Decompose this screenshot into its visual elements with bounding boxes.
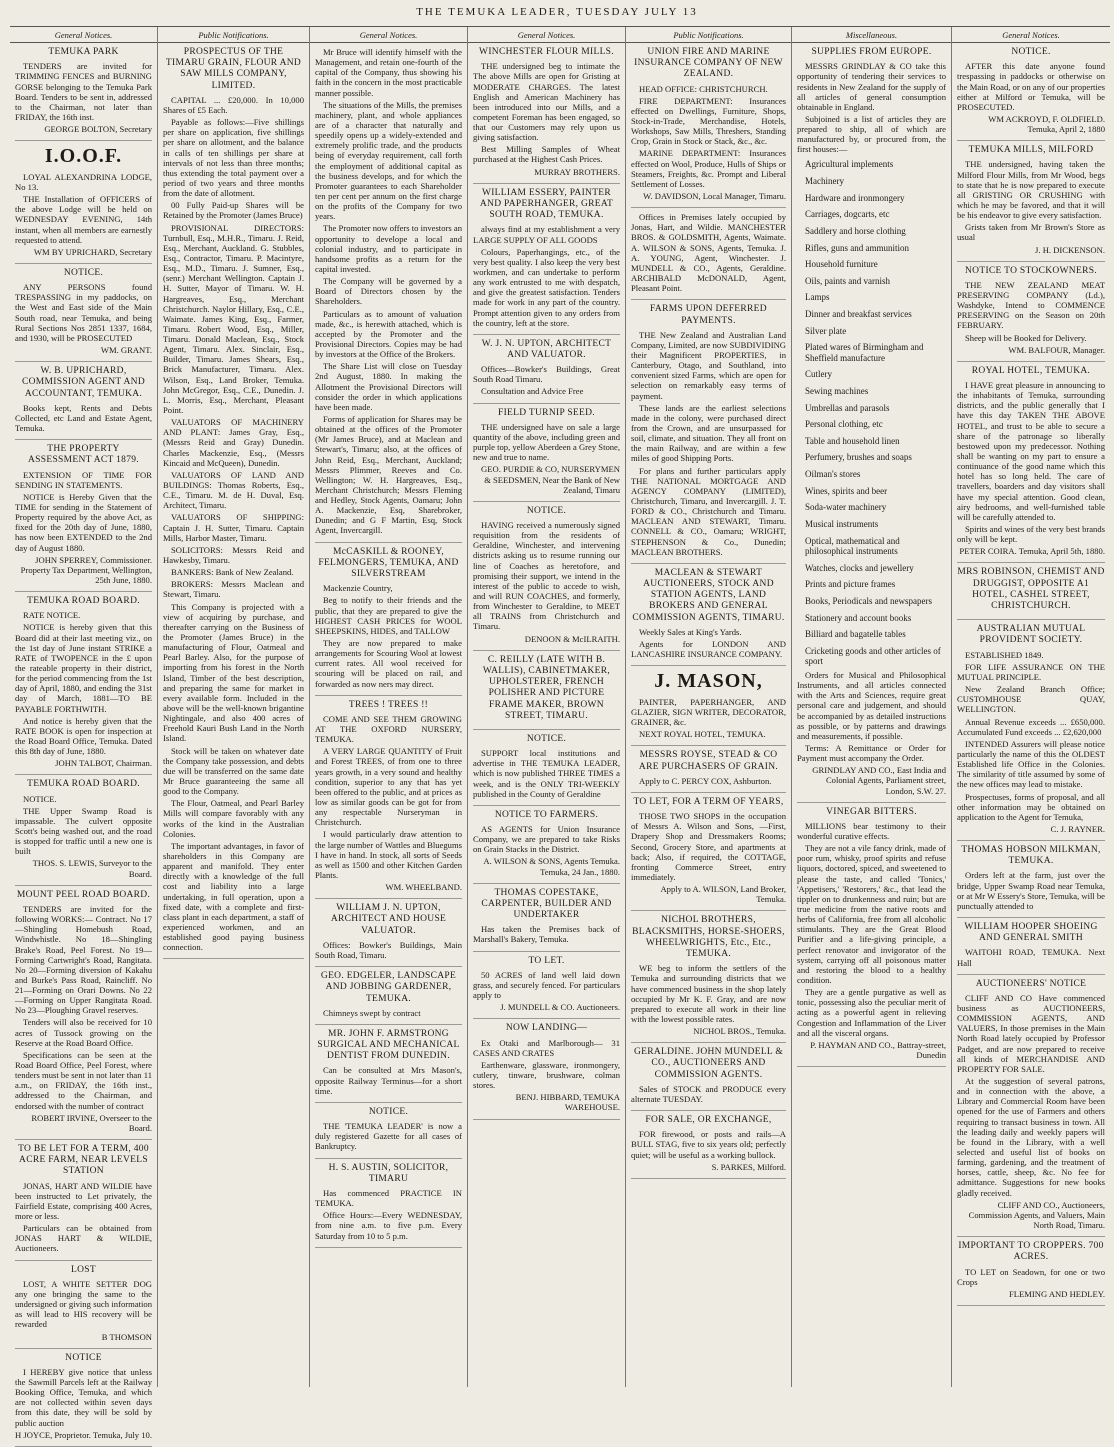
ad-signature: FLEMING AND HEDLEY. (1008, 1288, 1105, 1299)
ad-paragraph: EXTENSION OF TIME FOR SENDING IN STATEMENTS. (15, 469, 152, 490)
ad-paragraph: Mackenzie Country, (323, 583, 393, 594)
ad-paragraph: INTENDED Assurers will please notice particularly the name of this the OLDEST Established life Office in the Colonies. The similarity of title assumed by some of the new offices may lead to mistake. (957, 738, 1105, 790)
ad-title: THOMAS HOBSON MILKMAN, TEMUKA. (961, 845, 1101, 867)
ad-paragraph: PAINTER, PAPERHANGER, AND GLAZIER, SIGN WRITER, DECORATOR, GRAINER, &c. (631, 696, 786, 728)
ad-paragraph: Mr Bruce will identify himself with the Management, and retain one-fourth of the capital of the Company, thus showing his faith in the concern in the most practicable manner possible. (315, 47, 462, 98)
advertisement (15, 1265, 152, 1349)
ad-signature: GEO. PURDIE & CO, NURSERYMEN & SEEDSMEN, Near the Bank of New Zealand, Timaru (481, 464, 620, 495)
list-item: Oils, paints and varnish (805, 275, 890, 286)
ad-title: NOW LANDING— (505, 1023, 588, 1034)
ad-paragraph: I HAVE great pleasure in announcing to the inhabitants of Temuka, surrounding districts, and the public generally that I have this day TAKEN THE ABOVE HOTEL, and trust to be able to secure a share of the patronage so liberally bestowed upon my predecessor. Nothing shall be wanting on my part to ensure a continuance of the good name which this hotel has so long held. The care of travellers, boarders and day visitors shall have my special attention. Good clean, airy bedrooms, and well-furnished table will be carefully attended to. (957, 380, 1105, 522)
ad-paragraph: The situations of the Mills, the premises machinery, plant, and whole appliances are of a character that naturally and speedily opens up a widely-extended and extremely prolific trade, and the products being of everyday requirement, call forth the employment of additional capital as the business develops, and for which the Promoter guarantees to each Shareholder ten per cent per annum on the first charge on the profits of the Company for two years. (315, 99, 462, 222)
column-4 (468, 27, 626, 1387)
ad-paragraph: PROVISIONAL DIRECTORS: Turnbull, Esq., M.H.R., Timaru. J. Reid, Esq., Merchant, Auckland. G. Stubbles, Esq., Contractor, Timaru. P. Macintyre, Esq., M.D., Timaru. J. Sumner, Esq., (senr.) Merchant Wellington. Captain J. H. Sutter, Mayor of Timaru. W. H. Hargreaves, Esq., Merchant Christchurch. Naylor Hillary, Esq., C.E., Waimate. James King, Esq., Farmer, Timaru. Robert Wood, Esq., Miller, Timaru. Donald Maclean, Esq., Stock Agent, Timaru. Alex. Sinclair, Esq., Builder, Timaru. James Shears, Esq., Brick Manufacturer, Timaru. Alex. Wilson, Esq., Land Broker, Temuka. John McGregor, Esq., C.E., Dunedin. J. L. Morris, Esq., Merchant, Pleasant Point. (163, 222, 304, 416)
ad-title: VINEGAR BITTERS. (826, 806, 917, 817)
list-item: Optical, mathematical and philosophical instruments (805, 535, 900, 557)
advertisement (957, 366, 1105, 564)
advertisement (473, 339, 620, 404)
advertisement (473, 408, 620, 502)
ad-signature: BENJ. HIBBARD, TEMUKA WAREHOUSE. (515, 1092, 620, 1113)
advertisement (631, 304, 786, 564)
ad-title: NICHOL BROTHERS, BLACKSMITHS, HORSE-SHOERS, WHEELWRIGHTS, Etc., Etc., TEMUKA. (632, 915, 785, 960)
advertisement (957, 624, 1105, 841)
ad-title: MESSRS ROYSE, STEAD & CO ARE PURCHASERS OF GRAIN. (638, 750, 779, 772)
ad-title: FOR SALE, OR EXCHANGE, (645, 1115, 772, 1126)
ad-paragraph: THOSE TWO SHOPS in the occupation of Messrs A. Wilson and Sons, —First, Drapery Shop and Dressmakers Rooms; Second, Grocery Store, and apartments at back; Also, if required, the COTTAGE, fronting Commerce Street, entry immediately. (631, 811, 786, 882)
list-item: Hardware and ironmongery (805, 192, 905, 203)
list-item: Prints and picture frames (805, 579, 896, 590)
advertisement (473, 506, 620, 651)
ad-paragraph: THE Installation of OFFICERS of the above Lodge will be held on WEDNESDAY EVENING, 14th instant, when all members are earnestly requested to attend. (15, 194, 152, 245)
ad-paragraph: I HEREBY give notice that unless the Sawmill Parcels left at the Railway Booking Office, Temuka, and which are not collected within seven days from this date, they will be sold by public auction (15, 1366, 152, 1428)
ad-title: MR. JOHN F. ARMSTRONG SURGICAL AND MECHANICAL DENTIST FROM DUNEDIN. (317, 1028, 460, 1062)
ad-paragraph: New Zealand Branch Office; CUSTOMHOUSE QUAY, WELLINGTON. (957, 684, 1105, 715)
ad-signature: A. WILSON & SONS, Agents Temuka. Temuka, 24 Jan., 1880. (483, 856, 620, 877)
ad-paragraph: I would particularly draw attention to the large number of Wattles and Bluegums I have in hand. In stock, all sorts of Seeds as well as 1500 and other Kitchen Garden Plants. (315, 829, 462, 880)
advertisement (15, 444, 152, 592)
ad-paragraph: NOTICE is hereby given that this Board did at their last meeting viz., on the 1st day of June instant STRIKE a RATE of TWOPENCE in the £ upon the rateable property in their district, for the period commencing from the 1st day of April, 1880, and ending the 31st day of March, 1881—TO BE PAYABLE FORTHWITH. (15, 622, 152, 714)
ad-paragraph: The Company will be governed by a Board of Directors chosen by the Shareholders. (315, 276, 462, 307)
ad-paragraph: The important advantages, in favor of shareholders in this Company are apparent and manifold. They enter directly with a knowledge of the full cost and liability into a large undertaking, in full operation, upon a fixed date, with a complete and first-class plant in each department, a staff of experienced workmen, and an established good paying business connection. (163, 840, 304, 953)
ad-paragraph: Sheep will be Booked for Delivery. (965, 332, 1087, 343)
list-item: Silver plate (805, 325, 847, 336)
ad-paragraph: Ex Otaki and Marlborough— 31 CASES AND CRATES (473, 1037, 620, 1058)
ad-title: NOTICE TO FARMERS. (494, 809, 599, 820)
ad-paragraph: They are now prepared to make arrangements for Scouring Wool at lowest current rates. All wool received for scouring will be placed on rail, and forwarded as now ners may direct. (315, 637, 462, 689)
ad-paragraph: FIRE DEPARTMENT: Insurances effected on Dwellings, Furniture, Shops, Stock-in-Trade, Merchandise, Hotels, Workshops, Saw Mills, Threshers, Standing Crop, Grain in Stock or Stack, &c., &c. (631, 95, 786, 147)
list-item: Sewing machines (805, 386, 869, 397)
ad-signature: ROBERT IRVINE, Overseer to the Board. (31, 1112, 152, 1133)
ad-signature: NICHOL BROS., Temuka. (693, 1026, 786, 1037)
ad-paragraph: AFTER this date anyone found trespassing in paddocks or otherwise on the Main Road, or on any of our properties either at Milford or Temuka, will be PROSECUTED. (957, 61, 1105, 112)
list-item: Plated wares of Birmingham and Sheffield manufacture (805, 342, 924, 363)
list-item: Watches, clocks and jewellery (805, 562, 914, 573)
list-item: Rifles, guns and ammunition (805, 242, 909, 253)
list-item: Umbrellas and parasols (805, 402, 890, 413)
list-item: Cutlery (805, 369, 832, 380)
advertisement (957, 1241, 1105, 1306)
ad-signature: JOHN TALBOT, Chairman. (55, 758, 152, 769)
advertisement (473, 655, 620, 730)
ad-title: NOTICE TO STOCKOWNERS. (965, 265, 1097, 276)
ad-paragraph: Orders left at the farm, just over the bridge, Upper Swamp Road near Temuka, or at Mr W Essery's Store, Temuka, will be punctually attended to (957, 870, 1105, 911)
advertisement (957, 47, 1105, 141)
ad-paragraph: NOTICE is Hereby Given that the TIME for sending in the Statement of Property required by the above Act, as fixed for the 20th day of June, 1880, has now been EXTENDED to the 2nd day of August 1880. (15, 491, 152, 553)
column-heading: General Notices. (10, 27, 157, 43)
ad-paragraph: Apply to C. PERCY COX, Ashburton. (639, 775, 772, 786)
advertisement (315, 1029, 462, 1103)
ad-paragraph: TENDERS are invited for the following WORKS:— Contract. No 17—Shingling Homebush Road, Windwhistle. No 18—Shingling Brake's Road, Peel Forest. No 19—Forming Cartwright's Road, Rangitata. No 20—Forming diversion of Kakahu and Burke's Pass Road, Raincliff. No 21—Forming on Orari Downs. No 22—Forming on Upper Rangitata Road. No 23—Ploughing Gravel reserves. (15, 903, 152, 1016)
ad-title: NOTICE. (526, 733, 567, 744)
ad-title: IMPORTANT TO CROPPERS. 700 ACRES. (958, 1241, 1104, 1263)
ad-paragraph: NEXT ROYAL HOTEL, TEMUKA. (639, 729, 766, 740)
list-item: Stationery and account books (805, 612, 912, 623)
advertisement (473, 1023, 620, 1119)
ad-title: W. B. UPRICHARD, COMMISSION AGENT AND ACCOUNTANT, TEMUKA. (21, 366, 145, 399)
ad-signature: WM. GRANT. (100, 344, 152, 355)
ad-title: SUPPLIES FROM EUROPE. (811, 47, 932, 58)
ad-paragraph: Has commenced PRACTICE IN TEMUKA. (315, 1187, 462, 1209)
ad-signature: PETER COIRA. Temuka, April 5th, 1880. (959, 546, 1105, 557)
ad-paragraph: FOR LIFE ASSURANCE ON THE MUTUAL PRINCIPLE. (957, 661, 1105, 682)
advertisement (15, 1144, 152, 1261)
ad-title: ROYAL HOTEL, TEMUKA. (971, 365, 1091, 376)
ad-paragraph: They are a gentle purgative as well as tonic, possessing also the peculiar merit of acting as a powerful agent in relieving Congestion and Inflammation of the Liver and all the visceral organs. (797, 987, 946, 1038)
ad-title: NOTICE (65, 1352, 102, 1363)
ad-title: NOTICE. (368, 1106, 409, 1117)
ad-signature: S. PARKES, Milford. (711, 1161, 786, 1172)
list-item: Dinner and breakfast services (805, 308, 912, 319)
ad-title: NOTICE. (526, 505, 567, 516)
column-heading: General Notices. (310, 27, 467, 43)
ad-signature: J. MUNDELL & CO. Auctioneers. (500, 1002, 620, 1013)
ad-paragraph: ESTABLISHED 1849. (965, 649, 1044, 660)
ad-title: MRS ROBINSON, CHEMIST AND DRUGGIST, OPPOSITE A1 HOTEL, CASHEL STREET, CHRISTCHURCH. (957, 567, 1105, 612)
column-3 (310, 27, 468, 1387)
advertisement (957, 922, 1105, 975)
advertisement (631, 568, 786, 666)
advertisement (315, 547, 462, 696)
ad-paragraph: MARINE DEPARTMENT: Insurances effected on Wool, Produce, Hulls of Ships or Steamers, Freights, &c. Prompt and Liberal Settlement of Losses. (631, 148, 786, 189)
ad-paragraph: Particulars can be obtained from JONAS HART & WILDIE, Auctioneers. (15, 1223, 152, 1254)
ad-signature: GEORGE BOLTON, Secretary (44, 124, 152, 135)
ad-title: WILLIAM J. N. UPTON, ARCHITECT AND HOUSE VALUATOR. (330, 903, 447, 936)
ad-paragraph: The Share List will close on Tuesday 2nd August, 1880. In making the Allotment the Provisional Directors will consider the order in which applications have been made. (315, 361, 462, 412)
ad-paragraph: This Company is projected with a view of acquiring by purchase, and thereafter carrying on the Business of the Promoter (James Bruce) in the manufacturing of Flour, Oatmeal and Pearl Barley. Also, for the purpose of importing from his forest in the North Island, Timber of the best description, and preparing the same for market in every available form. Included in the above will be the well-known brigantine Nightingale, and also 400 acres of Freehold Kauri Bush Land in the North Island. (163, 601, 304, 744)
advertisement (15, 779, 152, 885)
ad-paragraph: The Flour, Oatmeal, and Pearl Barley Mills will compare favorably with any works of the kind in the Australian Colonies. (163, 798, 304, 839)
ad-paragraph: VALUATORS OF SHIPPING: Captain J. H. Sutter, Timaru. Captain Mills, Harbor Master, Timaru. (163, 512, 304, 543)
ad-paragraph: Particulars as to amount of valuation made, &c., is herewith attached, which is accepted by the Promoter and the Provisional Directors. Copies may be had by investors at the Office of the Brokers. (315, 308, 462, 360)
advertisement (473, 956, 620, 1020)
ad-paragraph: 50 ACRES of land well laid down grass, and securely fenced. For particulars apply to (473, 969, 620, 1001)
ad-title: WILLIAM ESSERY, PAINTER AND PAPERHANGER, GREAT SOUTH ROAD, TEMUKA. (479, 187, 614, 221)
ad-paragraph: AS AGENTS for Union Insurance Company, we are prepared to take Risks on Grain Stacks in the District. (473, 824, 620, 855)
ad-paragraph: VALUATORS OF LAND AND BUILDINGS: Thomas Roberts, Esq., C.E., Timaru. M. de H. Duval, Esq. Architect, Timaru. (163, 469, 304, 511)
ad-paragraph: Spirits and wines of the very best brands only will be kept. (957, 524, 1105, 545)
ad-paragraph: SUPPORT local institutions and advertise in THE TEMUKA LEADER, which is now published THREE TIMES a week, and is the ONLY TRI-WEEKLY published in the County of Geraldine (473, 748, 620, 799)
ad-paragraph: Offices: Bowker's Buildings, Main South Road, Timaru. (315, 939, 462, 960)
advertisement (473, 810, 620, 884)
ad-paragraph: BANKERS: Bank of New Zealand. (171, 567, 294, 578)
ad-paragraph: Best Milling Samples of Wheat purchased at the Highest Cash Prices. (473, 144, 620, 165)
ad-title: AUCTIONEERS' NOTICE (975, 978, 1087, 989)
advertisement (957, 266, 1105, 362)
ad-title: TEMUKA PARK (48, 47, 119, 58)
advertisement (631, 47, 786, 208)
ad-paragraph: Offices in Premises lately occupied by Jonas, Hart, and Wildie. MANCHESTER BROS. & GOLDSMITH, Agents, Waimate. A. WILSON & SONS, Agents, Temuka. J. A. YOUNG, Agent, Winchester. J. MUNDELL & CO., Agents, Geraldine. ARCHIBALD McDONALD, Agent, Pleasant Point. (631, 212, 786, 294)
ad-title: TO LET, FOR A TERM OF YEARS, (633, 796, 784, 807)
ad-paragraph: Beg to notify to their friends and the public, that they are prepared to give the HIGHEST CASH PRICES for WOOL SHEEPSKINS, HIDES, and TALLOW (315, 595, 462, 636)
list-item: Personal clothing, etc (805, 419, 883, 430)
column-heading: General Notices. (468, 27, 625, 43)
ad-paragraph: LOST, A WHITE SETTER DOG any one bringing the same to the undersigned or giving such information as will lead to HIS recovery will be rewarded (15, 1278, 152, 1330)
ad-title: GEO. EDGELER, LANDSCAPE AND JOBBING GARDENER, TEMUKA. (320, 971, 457, 1004)
column-6 (792, 27, 952, 1387)
ad-paragraph: THE New Zealand and Australian Land Company, Limited, are now SUBDIVIDING their Magnificent PROPERTIES, in Canterbury, Otago, and Southland, into convenient sized Farms, which are open for selection on remarkably easy terms of payment. (631, 329, 786, 401)
ad-paragraph: Has taken the Premises back of Marshall's Bakery, Temuka. (473, 924, 620, 945)
list-item: Agricultural implements (805, 159, 894, 170)
ad-paragraph: BROKERS: Messrs Maclean and Stewart, Timaru. (163, 579, 304, 600)
ad-signature: CLIFF AND CO., Auctioneers, Commission Agents, and Valuers, Main North Road, Timaru. (968, 1199, 1105, 1231)
ad-title: TEMUKA MILLS, MILFORD (968, 145, 1094, 156)
ad-paragraph: always find at my establishment a very LARGE SUPPLY OF ALL GOODS (473, 224, 620, 245)
advertisement (315, 971, 462, 1025)
ad-paragraph: NOTICE. (23, 793, 57, 804)
advertisement (15, 890, 152, 1140)
ad-title: LOST (71, 1264, 96, 1275)
ad-paragraph: LOYAL ALEXANDRINA LODGE, No 13. (15, 171, 152, 192)
ad-paragraph: TENDERS are invited for TRIMMING FENCES and BURNING GORSE belonging to the Temuka Park Board. Tenders to be sent in, addressed to the Chairman, not later than FRIDAY, the 16th inst. (15, 61, 152, 122)
column-heading: General Notices. (952, 27, 1110, 43)
ad-title: H. S. AUSTIN, SOLICITOR, TIMARU (328, 1162, 449, 1184)
column-2 (158, 27, 310, 1387)
ad-title: J. MASON, (654, 670, 763, 693)
advertisement (315, 903, 462, 967)
ad-paragraph: Terms: A Remittance or Order for Payment must accompany the Order. (797, 742, 946, 764)
ad-paragraph: These lands are the earliest selections made in the colony, were purchased direct from the Crown, and are unsurpassed for soil, climate, and situation. They all front on the main Railway, and are within a few miles of good Shipping Ports. (631, 402, 786, 464)
ad-paragraph: THE Upper Swamp Road is impassable. The culvert opposite Scott's being washed out, and the road is stopped for traffic until a new one is built (15, 805, 152, 857)
ad-paragraph: Earthenware, glassware, ironmongery, cutlery, tinware, brushware, colman stores. (473, 1059, 620, 1091)
ad-paragraph: THE undersigned beg to intimate the The above Mills are open for Gristing at MODERATE CHARGES. The latest English and American Machinery has been introduced into our Mills, and a competent Foreman has been engaged, so that our Customers may rely upon us giving satisfaction. (473, 61, 620, 143)
advertisement (473, 734, 620, 806)
ad-title: PROSPECTUS OF THE TIMARU GRAIN, FLOUR AND SAW MILLS COMPANY, LIMITED. (165, 47, 302, 91)
ad-title: WILLIAM HOOPER SHOEING AND GENERAL SMITH (964, 922, 1098, 944)
advertisement (473, 888, 620, 952)
ad-paragraph: Colours, Paperhangings, etc., of the very best quality. I also keep the very best workmen, and can undertake to perform any work entrusted to me with despatch, and give the greatest satisfaction. Tenders made for work in any part of the country. Prompt attention given to any orders from the country, left at the store. (473, 246, 620, 328)
ad-signature: WM. WHEELBAND. (385, 882, 462, 893)
column-heading: Public Notifications. (626, 27, 791, 43)
ad-title: TO BE LET FOR A TERM, 400 ACRE FARM, NEAR LEVELS STATION (18, 1144, 149, 1177)
article-list (797, 156, 946, 670)
ad-paragraph: Offices—Bowker's Buildings, Great South Road Timaru. (473, 364, 620, 385)
ad-paragraph: MESSRS GRINDLAY & CO take this opportunity of tendering their services to residents in New Zealand for the supply of all articles of general consumption obtainable in England. (797, 61, 946, 112)
ad-title: I.O.O.F. (44, 145, 123, 168)
advertisement (631, 750, 786, 793)
ad-title: AUSTRALIAN MUTUAL PROVIDENT SOCIETY. (976, 624, 1086, 646)
ad-paragraph: Chimneys swept by contract (323, 1007, 421, 1018)
ad-signature: H JOYCE, Proprietor. Temuka, July 10. (15, 1429, 152, 1440)
advertisement (957, 145, 1105, 261)
ad-paragraph: SOLICITORS: Messrs Reid and Hawkesby, Timaru. (163, 544, 304, 566)
ad-paragraph: THE undersigned have on sale a large quantity of the above, including green and purple top, yellow Aberdeen a Grey Stone, new and true to name. (473, 421, 621, 463)
ad-signature: WM BY UPRICHARD, Secretary (33, 246, 152, 257)
list-item: Machinery (805, 176, 844, 187)
ad-paragraph: HEAD OFFICE: CHRISTCHURCH. (639, 83, 768, 94)
ad-paragraph: Can be consulted at Mrs Mason's, opposite Railway Terminus—for a short time. (315, 1065, 462, 1096)
ad-paragraph: For plans and further particulars apply THE NATIONAL MORTGAGE AND AGENCY COMPANY (LIMITED), Christchurch, Timaru, and Invercargill. J. T. FORD & CO., Christchurch and Timaru. MACLEAN AND STEWART, Timaru. CONNELL & CO., Oamaru; WRIGHT, STEPHENSON & Co., Dunedin; MACLEAN BROTHERS. (631, 465, 786, 557)
ad-paragraph: Subjoined is a list of articles they are prepared to ship, all of which are manufactured by, or procured from, the first houses:— (797, 113, 946, 155)
advertisement (957, 845, 1105, 918)
ad-paragraph: Specifications can be seen at the Road Board Office, Peel Forest, where tenders must be sent in not later than 11 a.m., on FRIDAY, the 16th inst., addressed to the Chairman, and endorsed with the number of contract (15, 1049, 152, 1111)
ad-title: WINCHESTER FLOUR MILLS. (479, 47, 614, 58)
ad-signature: B THOMSON (101, 1331, 152, 1342)
advertisement (631, 797, 786, 911)
ad-paragraph: RATE NOTICE. (23, 610, 81, 621)
column-heading: Miscellaneous. (792, 27, 951, 43)
ad-signature: W. DAVIDSON, Local Manager, Timaru. (643, 191, 786, 202)
ad-paragraph: MILLIONS bear testimony to their wonderful curative effects. (797, 820, 946, 842)
ad-paragraph: HAVING received a numerously signed requisition from the residents of Geraldine, Winchester, and intervening districts asking us to resume running our line of Coaches as heretofore, and promising their support, we intend in the interest of the public to accede to wish, and will RUN COACHES, and formerly, from Winchester to Geraldine, to MEET all TRAINS from Christchurch and Timaru. (473, 520, 620, 632)
ad-paragraph: Grists taken from Mr Brown's Store as usual (957, 222, 1105, 243)
ad-paragraph: JONAS, HART AND WILDIE have been instructed to Let privately, the Fairfield Estate, comprising 400 Acres, more or less. (15, 1180, 152, 1222)
list-item: Carriages, dogcarts, etc (805, 209, 890, 220)
advertisement (15, 47, 152, 141)
ad-title: THOMAS COPESTAKE, CARPENTER, BUILDER AND UNDERTAKER (481, 887, 612, 921)
ad-paragraph: At the suggestion of several patrons, and in connection with the above, a Library and Commercial Room have been opened for the use of Farmers and others requiring to transact business in town. All the leading daily and weekly papers will be found in the Library, with a well selected and useful list of books on farming, gardening, and the treatment of horses, cattle, sheep, &c. No fee for admittance. Suggestions for new books gladly received. (957, 1076, 1105, 1198)
ad-paragraph: Prospectuses, forms of proposal, and all other information may be obtained on application to the Agent for Temuka, (957, 791, 1105, 822)
ad-signature: J. H. DICKENSON. (1035, 244, 1105, 255)
list-item: Books, Periodicals and newspapers (805, 595, 932, 606)
advertisement (315, 47, 462, 543)
ad-paragraph: Forms of application for Shares may be obtained at the offices of the Promoter (Mr James Bruce), and at Maclean and Stewart's, Timaru; also, at the offices of John Reid, Esq., Merchant, Auckland; Messrs Plimmer, Reeves and Co. Wellington; W. H. Hargreaves, Esq., Merchant Christchurch; Messrs Fleming and Hedley, Stock Agents, Oamaru; John A. Mackenzie, Esq, Sharebroker, Dunedin; and G F Martin, Esq, Stock Agent, Invercargill. (315, 413, 462, 536)
ad-title: NOTICE. (1011, 47, 1051, 58)
advertisement (315, 1163, 462, 1248)
ad-paragraph: TO LET on Seadown, for one or two Crops (957, 1266, 1105, 1287)
ad-paragraph: And notice is hereby given that the RATE BOOK is open for inspection at the Road Board Office, Temuka. Dated this 8th day of June, 1880. (15, 715, 152, 757)
ad-title: W. J. N. UPTON, ARCHITECT AND VALUATOR. (481, 338, 612, 360)
list-item: Lamps (805, 292, 830, 303)
ad-paragraph: VALUATORS OF MACHINERY AND PLANT: James Gray, Esq., (Messrs Reid and Gray) Dunedin. Charles Mackenzie, Esq., (Messrs Kincaid and McQueen), Dunedin. (163, 417, 304, 468)
advertisement (473, 47, 620, 184)
ad-paragraph: Office Hours:—Every WEDNESDAY, from nine a.m. to five p.m. Every Saturday from 10 to 5 p.m. (315, 1210, 462, 1241)
ad-signature: MURRAY BROTHERS. (534, 166, 620, 177)
column-1 (10, 27, 158, 1440)
list-item: Cricketing goods and other articles of sport (805, 645, 941, 667)
list-item: Billiard and bagatelle tables (805, 629, 906, 640)
ad-paragraph: ANY PERSONS found TRESPASSING in my paddocks, on the West and East side of the Main South road, near Temuka, and being Rural Sections Nos 2851 1337, 1684, and 1930, will be PROSECUTED (15, 282, 152, 343)
ad-title: TO LET. (528, 955, 565, 966)
ad-paragraph: FOR firewood, or posts and rails—A BULL STAG, five to six years old; perfectly quiet; will be useful as a working bullock. (631, 1129, 786, 1160)
ad-paragraph: Orders for Musical and Philosophical Instruments, and all articles connected with the Arts and Sciences, require great personal care and judgement, and should be accompanied by as detailed instructions as possible, or by patterns and drawings and measurements, if possible. (797, 669, 946, 741)
ad-paragraph: Stock will be taken on whatever date the Company take possession, and debts due will be transferred on the same date Mr Bruce guaranteeing the same all good to the Company. (163, 745, 304, 797)
ad-signature: C. J. RAYNER. (1050, 823, 1105, 834)
ad-signature: WM ACKROYD, F. OLDFIELD. Temuka, April 2, 1880 (988, 113, 1105, 135)
ad-title: MOUNT PEEL ROAD BOARD. (16, 889, 151, 900)
ad-paragraph: A VERY LARGE QUANTITY of Fruit and Forest TREES, of from one to three years growth, in a very sound and healthy condition, superior to any that has yet been offered to the public, and at prices as low as similar goods can be got for from any respectable Nurseryman in Christchurch. (315, 746, 462, 828)
ad-signature: P. HAYMAN AND CO., Battray-street, Dunedin (810, 1039, 946, 1060)
ad-paragraph: THE NEW ZEALAND MEAT PRESERVING COMPANY (Ld.), Washdyke, Intend to COMMENCE PRESERVING on the Season on 20th FEBRUARY. (957, 279, 1105, 331)
advertisement (315, 700, 462, 900)
list-item: Oilman's stores (805, 469, 861, 480)
advertisement (315, 1107, 462, 1159)
advertisement (15, 145, 152, 264)
advertisement (631, 1115, 786, 1179)
column-5 (626, 27, 792, 1387)
ad-paragraph: THE undersigned, having taken the Milford Flour Mills, from Mr Wood, begs to state that he is now prepared to execute all GRISTING OR CRUSHING with which he may be favored, and that it will be his endeavor to give every satisfaction. (957, 159, 1105, 221)
advertisement (473, 188, 620, 335)
ad-signature: GRINDLAY AND CO., East India and Colonial Agents, Parliament street, London, S.W. 27. (812, 765, 946, 796)
ad-signature: DENOON & McILRAITH. (524, 633, 620, 644)
ad-paragraph: WAITOHI ROAD, TEMUKA. Next Hall (957, 947, 1105, 968)
ad-paragraph: Agents for LONDON AND LANCASHIRE INSURANCE COMPANY. (631, 638, 786, 660)
advertisement (15, 1353, 152, 1447)
list-item: Perfumery, brushes and soaps (805, 452, 912, 463)
list-item: Saddlery and horse clothing (805, 225, 906, 236)
advertisement (797, 47, 946, 803)
list-item: Wines, spirits and beer (805, 485, 888, 496)
ad-title: McCASKILL & ROONEY, FELMONGERS, TEMUKA, AND SILVERSTREAM (318, 546, 459, 580)
ad-title: GERALDINE. JOHN MUNDELL & CO., AUCTIONEERS AND COMMISSION AGENTS. (633, 1047, 784, 1080)
advertisement (797, 807, 946, 1067)
column-heading: Public Notifications. (158, 27, 309, 43)
advertisement (631, 915, 786, 1043)
column-7 (952, 27, 1110, 1387)
ad-paragraph: Consultation and Advice Free (481, 386, 584, 397)
advertisement (631, 212, 786, 300)
list-item: Table and household linen (805, 435, 900, 446)
ad-signature: Apply to A. WILSON, Land Broker, Temuka. (660, 884, 786, 905)
list-item: Musical instruments (805, 518, 879, 529)
ad-title: NOTICE. (63, 267, 104, 278)
ad-signature: WM. BALFOUR, Manager. (1008, 344, 1105, 355)
ad-paragraph: Tenders will also be received for 10 acres of Tussock growing on the Reserve at the Road Board Office. (15, 1017, 152, 1048)
ad-paragraph: Payable as follows:—Five shillings per share on application, five shillings per share on allotment, and the balance in calls of ten shillings per share at intervals of not less than three months; thus extending the total payment over a period of two years and three months from the date of allotment. (163, 117, 304, 199)
advertisement (631, 1047, 786, 1111)
ad-paragraph: They are not a vile fancy drink, made of poor rum, whisky, proof spirits and refuse liquors, doctored, spiced, and sweetened to please the taste, and called 'Tonics,' 'Appetisers,' 'Restorers,' &c., that lead the tippler on to drunkenness and ruin; but are true medicine from the native roots and herbs of California, free from all alcoholic stimulants. They are the Great Blood Purifier and a life-giving principle, a perfect renovator and invigorator of the system, carrying off all poisonous matter and restoring the blood to a healthy condition. (797, 843, 946, 985)
ad-paragraph: The Promoter now offers to investors an opportunity to develope a local and colonial industry, and to participate in handsome profits as a return for the capital invested. (315, 223, 462, 274)
newspaper-columns (10, 26, 1110, 1440)
ad-title: TEMUKA ROAD BOARD. (27, 779, 140, 790)
advertisement (957, 567, 1105, 620)
ad-title: FARMS UPON DEFERRED PAYMENTS. (650, 304, 767, 326)
advertisement (631, 670, 786, 746)
ad-title: TEMUKA ROAD BOARD. (27, 596, 140, 607)
ad-title: FIELD TURNIP SEED. (498, 407, 595, 418)
ad-paragraph: COME AND SEE THEM GROWING AT THE OXFORD NURSERY, TEMUKA. (315, 713, 462, 745)
ad-title: C. REILLY (LATE WITH B. WALLIS), CABINETMAKER, UPHOLSTERER, FRENCH POLISHER AND PICTURE FRAME MAKER, BROWN STREET, TIMARU. (482, 654, 611, 721)
ad-paragraph: Sales of STOCK and PRODUCE every alternate TUESDAY. (631, 1083, 786, 1104)
advertisement (163, 47, 304, 959)
advertisement (15, 268, 152, 362)
ad-paragraph: THE 'TEMUKA LEADER' is now a duly registered Gazette for all cases of Bankruptcy. (315, 1121, 462, 1152)
masthead: THE TEMUKA LEADER, TUESDAY JULY 13 (416, 6, 698, 18)
ad-title: MACLEAN & STEWART AUCTIONEERS, STOCK AND STATION AGENTS, LAND BROKERS AND GENERAL COMMISSION AGENTS, TIMARU. (632, 567, 785, 623)
advertisement (15, 596, 152, 775)
ad-paragraph: Weekly Sales at King's Yards. (639, 626, 742, 637)
ad-signature: JOHN SPERREY, Commissioner. Property Tax Department, Wellington, 25th June, 1880. (20, 554, 152, 585)
ad-paragraph: 00 Fully Paid-up Shares will be Retained by the Promoter (James Bruce) (163, 200, 304, 221)
ad-paragraph: WE beg to inform the settlers of the Temuka and surrounding districts that we have commenced business in the shop lately occupied by Mr K. F. Gray, and are now prepared to execute all work in their line with the lowest possible rates. (631, 963, 786, 1024)
ad-title: THE PROPERTY ASSESSMENT ACT 1879. (28, 444, 139, 466)
advertisement (957, 979, 1105, 1237)
list-item: Household furniture (805, 259, 878, 270)
ad-signature: THOS. S. LEWIS, Surveyor to the Board. (32, 858, 152, 879)
list-item: Soda-water machinery (805, 502, 887, 513)
ad-paragraph: CLIFF AND CO Have commenced business as AUCTIONEERS, COMMISSION AGENTS, AND VALUERS, In those premises in the Main North Road lately occupied by Professor Padget, and are now prepared to receive all kinds of MERCHANDISE AND PROPERTY FOR SALE. (957, 992, 1105, 1074)
ad-paragraph: Books kept, Rents and Debts Collected, etc Land and Estate Agent, Temuka. (15, 402, 152, 433)
ad-paragraph: Annual Revenue exceeds ... £650,000. Accumulated Fund exceeds ... £2,620,000 (957, 716, 1105, 737)
ad-paragraph: CAPITAL ... £20,000. In 10,000 Shares of £5 Each. (163, 94, 304, 115)
ad-title: TREES ! TREES !! (348, 699, 429, 710)
ad-title: UNION FIRE AND MARINE INSURANCE COMPANY OF NEW ZEALAND. (634, 47, 783, 80)
advertisement (15, 366, 152, 440)
